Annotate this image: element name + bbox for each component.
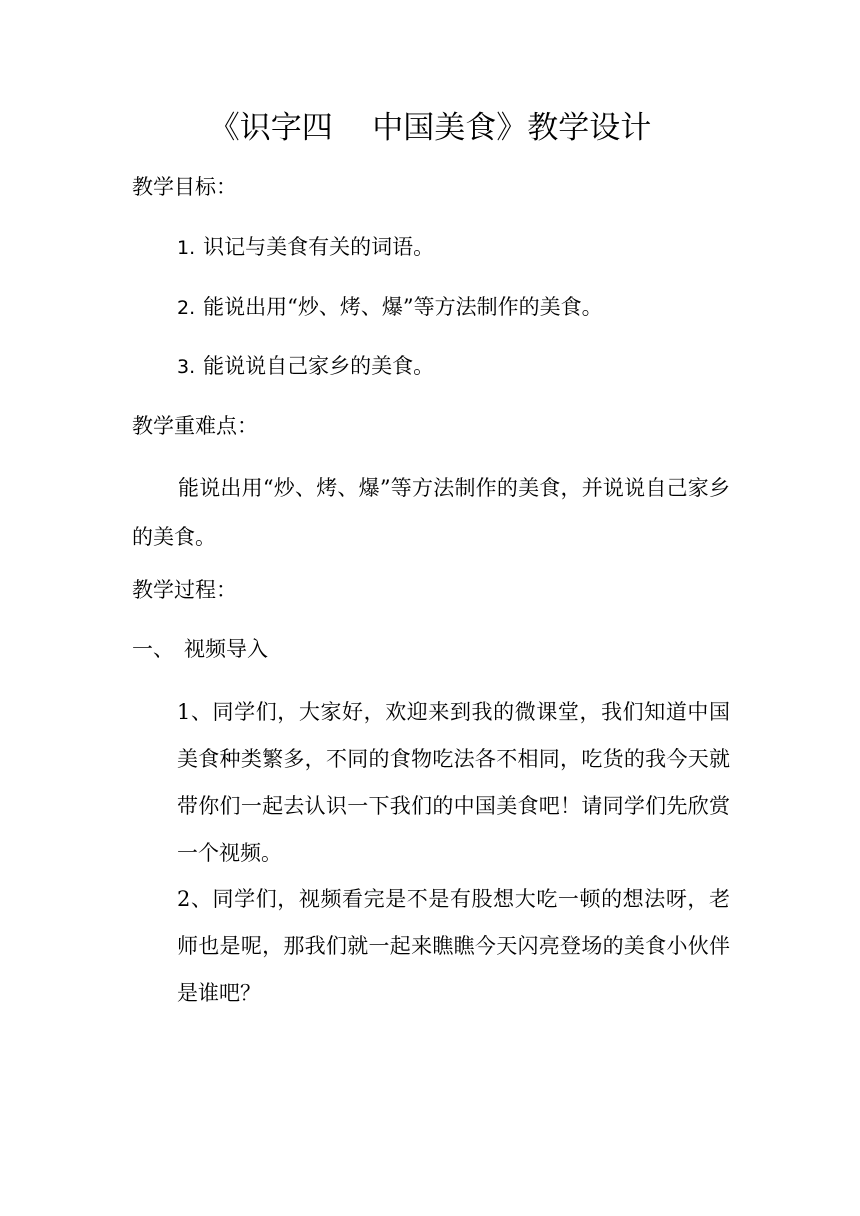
document-title: 《识字四 中国美食》教学设计 [208,110,652,146]
objective-text: 识记与美食有关的词语。 [203,235,435,259]
objectives-heading: 教学目标： [132,175,237,199]
section-label: 视频导入 [184,637,268,661]
objective-text: 能说出用“炒、烤、爆”等方法制作的美食。 [203,295,603,319]
objective-item-3 [177,351,434,382]
objective-item-2 [177,292,603,323]
objective-number: 3. [177,356,196,378]
objective-item-1 [177,232,434,263]
section-heading [132,634,268,664]
objective-number: 2. [177,297,196,319]
key-points-text: 能说出用“炒、烤、爆”等方法制作的美食，并说说自己家乡的美食。 [132,476,730,549]
process-heading: 教学过程： [132,578,237,602]
process-paragraph-1: 1、同学们，大家好，欢迎来到我的微课堂，我们知道中国美食种类繁多，不同的食物吃法各不相同，吃货的我今天就带你们一起去认识一下我们的中国美食吧！请同学们先欣赏一个视频。 [177,700,730,865]
objective-text: 能说说自己家乡的美食。 [203,354,435,378]
section-number: 一、 [132,637,174,661]
process-paragraph-2: 2、同学们，视频看完是不是有股想大吃一顿的想法呀，老师也是呢，那我们就一起来瞧瞧今天闪亮登场的美食小伙伴是谁吧？ [177,887,730,1005]
objective-number: 1. [177,237,196,259]
key-points-heading: 教学重难点： [132,414,258,438]
